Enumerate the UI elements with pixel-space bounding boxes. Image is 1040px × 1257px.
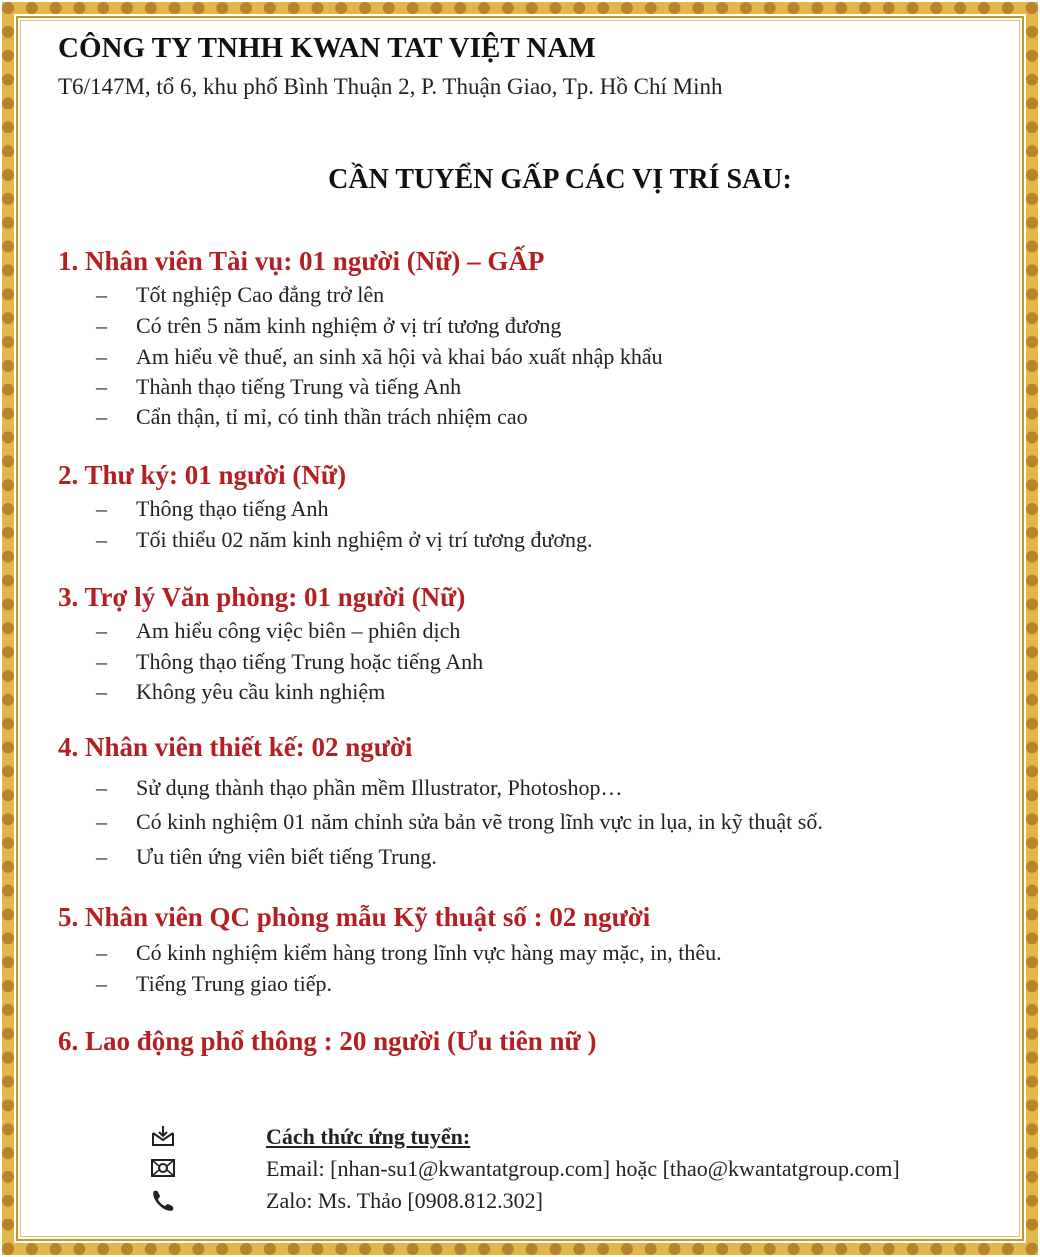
requirement-text: Cẩn thận, tỉ mỉ, có tinh thần trách nhiệm cao xyxy=(136,404,528,429)
requirement-item xyxy=(96,971,332,997)
requirement-text: Thông thạo tiếng Trung hoặc tiếng Anh xyxy=(136,649,484,674)
bullet-marker: – xyxy=(96,344,107,369)
requirement-item xyxy=(96,679,385,705)
requirement-item xyxy=(96,527,593,553)
position-title: 1. Nhân viên Tài vụ: 01 người (Nữ) – GẤP xyxy=(58,246,545,276)
contact-email: Email: [nhan-su1@kwantatgroup.com] hoặc [thao@kwantatgroup.com] xyxy=(266,1156,900,1181)
bullet-marker: – xyxy=(96,374,107,399)
position-title: 4. Nhân viên thiết kế: 02 người xyxy=(58,732,413,762)
phone-icon xyxy=(150,1188,176,1212)
company-name: CÔNG TY TNHH KWAN TAT VIỆT NAM xyxy=(58,32,596,64)
bullet-marker: – xyxy=(96,282,107,307)
requirement-text: Có trên 5 năm kinh nghiệm ở vị trí tương đương xyxy=(136,313,562,338)
bullet-marker: – xyxy=(96,844,107,869)
position-title: 6. Lao động phổ thông : 20 người (Ưu tiên nữ ) xyxy=(58,1026,597,1056)
requirement-text: Ưu tiên ứng viên biết tiếng Trung. xyxy=(136,844,437,869)
bullet-marker: – xyxy=(96,618,107,643)
requirement-item xyxy=(96,809,823,835)
bullet-marker: – xyxy=(96,649,107,674)
bullet-marker: – xyxy=(96,527,107,552)
requirement-item xyxy=(96,649,483,675)
mail-icon xyxy=(150,1156,176,1180)
requirement-item xyxy=(96,844,437,870)
requirement-text: Sử dụng thành thạo phần mềm Illustrator, Photoshop… xyxy=(136,775,623,800)
position-title: 3. Trợ lý Văn phòng: 01 người (Nữ) xyxy=(58,582,466,612)
requirement-item xyxy=(96,313,561,339)
requirement-item xyxy=(96,374,461,400)
inbox-icon xyxy=(150,1124,176,1148)
requirement-text: Am hiểu về thuế, an sinh xã hội và khai báo xuất nhập khẩu xyxy=(136,344,663,369)
bullet-marker: – xyxy=(96,775,107,800)
requirement-text: Tối thiểu 02 năm kinh nghiệm ở vị trí tương đương. xyxy=(136,527,593,552)
page-headline: CẦN TUYỂN GẤP CÁC VỊ TRÍ SAU: xyxy=(328,164,792,195)
bullet-marker: – xyxy=(96,679,107,704)
requirement-text: Có kinh nghiệm 01 năm chỉnh sửa bản vẽ trong lĩnh vực in lụa, in kỹ thuật số. xyxy=(136,809,823,834)
requirement-item xyxy=(96,775,622,801)
bullet-marker: – xyxy=(96,496,107,521)
requirement-item xyxy=(96,496,328,522)
position-title: 5. Nhân viên QC phòng mẫu Kỹ thuật số : 02 người xyxy=(58,902,651,932)
contact-zalo: Zalo: Ms. Thảo [0908.812.302] xyxy=(266,1188,544,1213)
requirement-text: Không yêu cầu kinh nghiệm xyxy=(136,679,386,704)
bullet-marker: – xyxy=(96,313,107,338)
requirement-text: Thành thạo tiếng Trung và tiếng Anh xyxy=(136,374,462,399)
requirement-item xyxy=(96,618,460,644)
contact-heading: Cách thức ứng tuyển: xyxy=(266,1124,471,1149)
company-address: T6/147M, tổ 6, khu phố Bình Thuận 2, P. Thuận Giao, Tp. Hồ Chí Minh xyxy=(58,74,723,99)
bullet-marker: – xyxy=(96,971,107,996)
requirement-text: Có kinh nghiệm kiểm hàng trong lĩnh vực hàng may mặc, in, thêu. xyxy=(136,940,722,965)
position-title: 2. Thư ký: 01 người (Nữ) xyxy=(58,460,347,490)
requirement-item xyxy=(96,282,384,308)
requirement-item xyxy=(96,404,528,430)
requirement-text: Am hiểu công việc biên – phiên dịch xyxy=(136,618,461,643)
requirement-text: Tốt nghiệp Cao đẳng trở lên xyxy=(136,282,385,307)
bullet-marker: – xyxy=(96,404,107,429)
requirement-text: Thông thạo tiếng Anh xyxy=(136,496,329,521)
bullet-marker: – xyxy=(96,940,107,965)
requirement-item xyxy=(96,940,722,966)
requirement-text: Tiếng Trung giao tiếp. xyxy=(136,971,333,996)
bullet-marker: – xyxy=(96,809,107,834)
requirement-item xyxy=(96,344,663,370)
